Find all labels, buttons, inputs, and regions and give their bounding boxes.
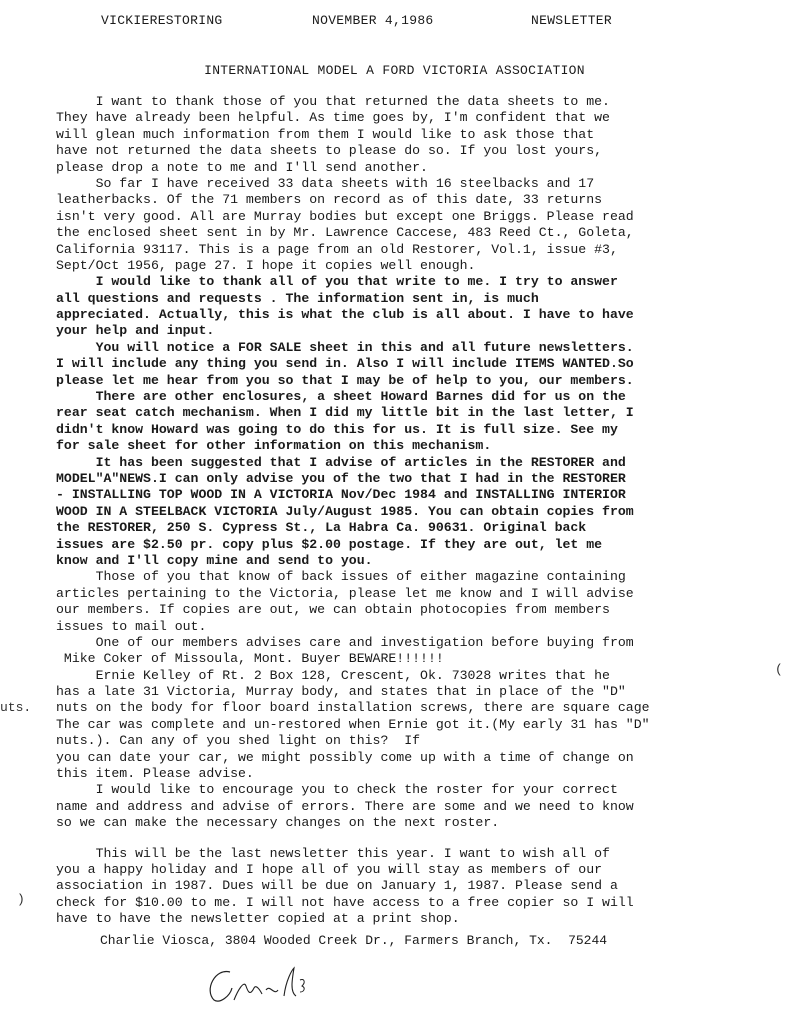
text-line: So far I have received 33 data sheets with 16 steelbacks and 17: [56, 175, 595, 191]
text-line: name and address and advise of errors. There are some and we need to know: [56, 798, 634, 814]
text-line: have not returned the data sheets to please do so. If you lost yours,: [56, 143, 603, 159]
text-line: for sale sheet for other information on this mechanism.: [56, 438, 492, 454]
text-line: appreciated. Actually, this is what the club is all about. I have to have: [56, 307, 634, 323]
text-line: There are other enclosures, a sheet Howard Barnes did for us on the: [56, 389, 626, 405]
page-title: INTERNATIONAL MODEL A FORD VICTORIA ASSOCIATION: [204, 63, 585, 78]
text-line: California 93117. This is a page from an old Restorer, Vol.1, issue #3,: [56, 241, 618, 257]
text-line: rear seat catch mechanism. When I did my little bit in the last letter, I: [56, 405, 634, 421]
text-line: have to have the newsletter copied at a print shop.: [56, 911, 460, 927]
text-line: Mike Coker of Missoula, Mont. Buyer BEWARE!!!!!!: [56, 651, 444, 667]
text-line: please drop a note to me and I'll send another.: [56, 159, 428, 175]
text-line: MODEL"A"NEWS.I can only advise you of the two that I had in the RESTORER: [56, 470, 626, 486]
text-line: the RESTORER, 250 S. Cypress St., La Habra Ca. 90631. Original back: [56, 520, 587, 536]
text-line: association in 1987. Dues will be due on January 1, 1987. Please send a: [56, 878, 618, 894]
header-date: NOVEMBER 4,1986: [312, 13, 434, 28]
text-line: has a late 31 Victoria, Murray body, and states that in place of the "D": [56, 684, 626, 700]
signature: [200, 960, 320, 1010]
text-line: They have already been helpful. As time goes by, I'm confident that we: [56, 110, 610, 126]
text-line: This will be the last newsletter this year. I want to wish all of: [56, 845, 610, 861]
header-left: VICKIERESTORING: [101, 13, 223, 28]
text-line: the enclosed sheet sent in by Mr. Lawrence Caccese, 483 Reed Ct., Goleta,: [56, 225, 634, 241]
text-line: nuts on the body for floor board installation screws, there are square cage: [56, 700, 650, 716]
text-line: I will include any thing you send in. Also I will include ITEMS WANTED.So: [56, 356, 634, 372]
text-line: WOOD IN A STEELBACK VICTORIA July/August 1985. You can obtain copies from: [56, 503, 634, 519]
text-line: Ernie Kelley of Rt. 2 Box 128, Crescent, Ok. 73028 writes that he: [56, 667, 610, 683]
text-line: [56, 832, 766, 846]
text-line: isn't very good. All are Murray bodies but except one Briggs. Please read: [56, 208, 634, 224]
text-line: - INSTALLING TOP WOOD IN A VICTORIA Nov/Dec 1984 and INSTALLING INTERIOR: [56, 487, 626, 503]
text-line: leatherbacks. Of the 71 members on record as of this date, 33 returns: [56, 192, 603, 208]
text-line: so we can make the necessary changes on the next roster.: [56, 815, 500, 831]
text-line: I would like to thank all of you that write to me. I try to answer: [56, 274, 618, 290]
text-line: check for $10.00 to me. I will not have access to a free copier so I will: [56, 894, 634, 910]
margin-note: uts.: [0, 700, 32, 715]
margin-mark: (: [775, 662, 783, 677]
text-line: nuts.). Can any of you shed light on this? If: [56, 733, 421, 749]
closing-address: Charlie Viosca, 3804 Wooded Creek Dr., Farmers Branch, Tx. 75244: [100, 933, 608, 948]
text-line: our members. If copies are out, we can obtain photocopies from members: [56, 602, 610, 618]
text-line: articles pertaining to the Victoria, please let me know and I will advise: [56, 585, 634, 601]
text-line: issues are $2.50 pr. copy plus $2.00 postage. If they are out, let me: [56, 536, 603, 552]
text-line: Those of you that know of back issues of either magazine containing: [56, 569, 626, 585]
text-line: you can date your car, we might possibly come up with a time of change on: [56, 749, 634, 765]
text-line: I would like to encourage you to check the roster for your correct: [56, 782, 618, 798]
text-line: your help and input.: [56, 323, 215, 339]
text-line: It has been suggested that I advise of articles in the RESTORER and: [56, 454, 626, 470]
text-line: you a happy holiday and I hope all of you will stay as members of our: [56, 861, 603, 877]
newsletter-body: [56, 94, 766, 928]
header-right: NEWSLETTER: [531, 13, 613, 28]
text-line: You will notice a FOR SALE sheet in this and all future newsletters.: [56, 339, 634, 355]
margin-mark-left: ): [17, 892, 25, 907]
text-line: this item. Please advise.: [56, 766, 254, 782]
text-line: One of our members advises care and investigation before buying from: [56, 634, 634, 650]
text-line: all questions and requests . The information sent in, is much: [56, 290, 539, 306]
text-line: know and I'll copy mine and send to you.: [56, 552, 373, 568]
text-line: please let me hear from you so that I may be of help to you, our members.: [56, 372, 634, 388]
text-line: issues to mail out.: [56, 618, 207, 634]
text-line: Sept/Oct 1956, page 27. I hope it copies well enough.: [56, 257, 476, 273]
text-line: The car was complete and un-restored when Ernie got it.(My early 31 has "D": [56, 716, 650, 732]
text-line: didn't know Howard was going to do this for us. It is full size. See my: [56, 421, 618, 437]
text-line: I want to thank those of you that returned the data sheets to me.: [56, 94, 610, 109]
text-line: will glean much information from them I would like to ask those that: [56, 126, 595, 142]
